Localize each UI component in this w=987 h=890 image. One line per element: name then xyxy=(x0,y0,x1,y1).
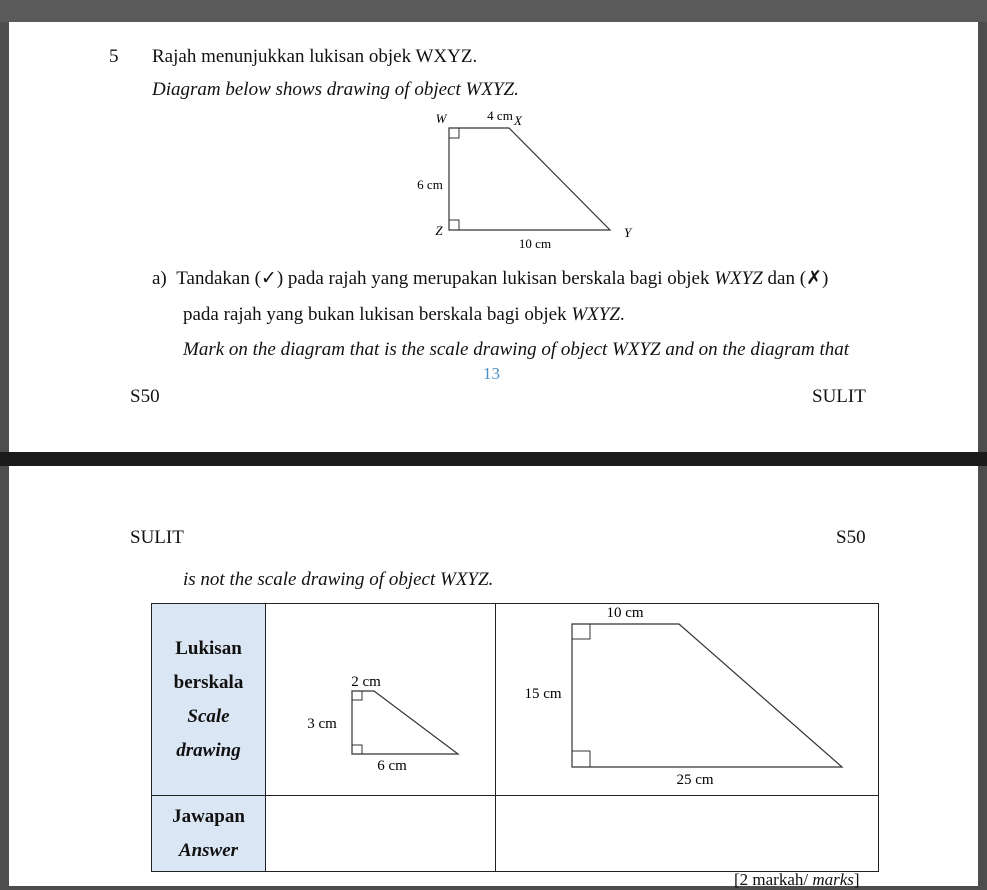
small-left-length: 3 cm xyxy=(307,716,337,732)
object-name: WXYZ xyxy=(714,268,763,289)
right-angle xyxy=(572,751,590,767)
table-row-answer xyxy=(152,796,879,872)
cross-symbol: ✗ xyxy=(806,268,822,289)
part-a-text: . xyxy=(619,304,625,325)
marks-allocation xyxy=(734,870,860,890)
tick-symbol: ✓ xyxy=(260,268,277,289)
length-bottom: 10 cm xyxy=(518,236,552,251)
cell-small-drawing xyxy=(266,604,496,796)
row-label-answer xyxy=(152,796,266,872)
page-13 xyxy=(9,22,978,452)
label-z: Z xyxy=(435,223,443,238)
large-bottom-length: 25 cm xyxy=(676,772,714,788)
label-line: Answer xyxy=(178,839,239,861)
label-line: Lukisan xyxy=(175,637,242,659)
label-w: W xyxy=(435,111,447,126)
question-stem-ms: Rajah menunjukkan lukisan objek WXYZ. xyxy=(152,46,478,67)
part-a-text: ) pada rajah yang merupakan lukisan berskala bagi objek xyxy=(276,268,715,289)
part-a-label: a) xyxy=(152,268,167,289)
part-a-line-4-en: is not the scale drawing of object WXYZ. xyxy=(183,569,494,590)
header-status: SULIT xyxy=(130,527,184,548)
small-top-length: 2 cm xyxy=(351,674,381,690)
part-a-line-1 xyxy=(152,268,828,290)
right-angle xyxy=(352,745,362,754)
cell-large-drawing xyxy=(496,604,879,796)
part-a-text: dan ( xyxy=(762,268,807,289)
marks-text-en: marks xyxy=(812,870,854,889)
small-bottom-length: 6 cm xyxy=(377,758,407,774)
header-code: S50 xyxy=(836,527,866,548)
label-line: drawing xyxy=(176,739,241,761)
label-line: Scale xyxy=(187,705,230,727)
part-a-text: pada rajah yang bukan lukisan berskala bagi objek xyxy=(183,304,572,325)
part-a-text: ) xyxy=(821,268,829,289)
label-x: X xyxy=(514,113,522,128)
footer-status: SULIT xyxy=(812,386,866,407)
label-line: Jawapan xyxy=(172,805,245,827)
small-trapezium-diagram xyxy=(266,604,495,796)
table-row-drawings xyxy=(152,604,879,796)
right-angle-w xyxy=(449,128,459,138)
answer-table xyxy=(151,603,879,872)
large-trapezium xyxy=(572,624,842,767)
object-name: WXYZ xyxy=(571,304,620,325)
label-y: Y xyxy=(624,225,632,240)
question-number: 5 xyxy=(109,46,119,67)
right-angle-z xyxy=(449,220,459,230)
length-top: 4 cm xyxy=(487,108,513,123)
answer-cell-large[interactable] xyxy=(496,796,879,872)
answer-cell-small[interactable] xyxy=(266,796,496,872)
marks-close: ] xyxy=(853,870,860,889)
large-trapezium-diagram xyxy=(496,604,880,796)
part-a-line-3-en: Mark on the diagram that is the scale drawing of object WXYZ and on the diagram that xyxy=(183,339,850,360)
footer-code: S50 xyxy=(130,386,160,407)
part-a-line-2 xyxy=(183,304,625,326)
question-stem-en: Diagram below shows drawing of object WXYZ. xyxy=(152,79,519,100)
viewer-top-bar xyxy=(0,0,987,22)
page-number: 13 xyxy=(483,364,500,383)
marks-text: [2 markah/ xyxy=(734,870,813,889)
row-label-scale-drawing xyxy=(152,604,266,796)
length-left: 6 cm xyxy=(417,177,443,192)
part-a-text: Tandakan ( xyxy=(176,268,261,289)
small-trapezium xyxy=(352,691,458,754)
right-angle xyxy=(352,691,362,700)
page-separator xyxy=(0,452,987,466)
label-line: berskala xyxy=(173,671,244,693)
large-left-length: 15 cm xyxy=(524,686,562,702)
object-wxyz-diagram xyxy=(394,108,644,258)
right-angle xyxy=(572,624,590,639)
trapezium-wxyz xyxy=(449,128,610,230)
large-top-length: 10 cm xyxy=(606,605,644,621)
page-14 xyxy=(9,466,978,889)
